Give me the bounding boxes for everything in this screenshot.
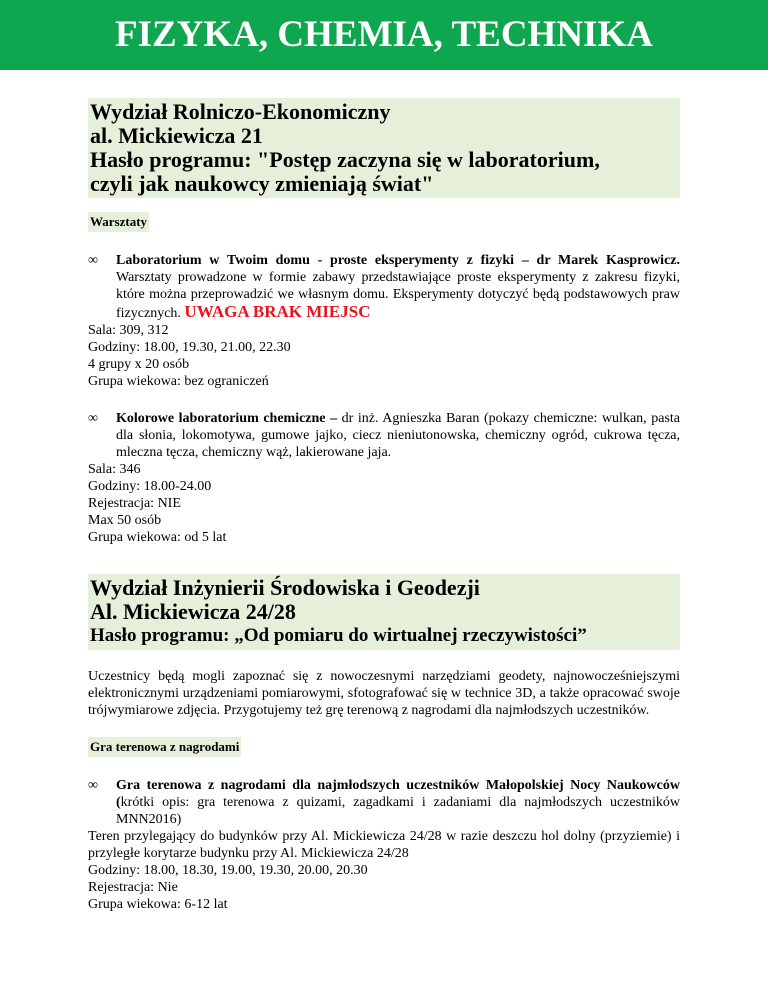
- page-banner: [0, 0, 768, 70]
- detail-line: Godziny: 18.00-24.00: [88, 479, 212, 494]
- section-heading-inzynierii: [88, 574, 680, 650]
- item-title: Gra terenowa z nagrodami dla najmłodszych uczestników Małopolskiej Nocy Naukowców (: [116, 778, 680, 810]
- detail-line: Sala: 309, 312: [88, 323, 169, 338]
- detail-line: Sala: 346: [88, 462, 141, 477]
- detail-line: Godziny: 18.00, 19.30, 21.00, 22.30: [88, 340, 291, 355]
- heading-line: czyli jak naukowcy zmieniają świat": [90, 171, 434, 196]
- infinity-bullet-icon: ∞: [88, 778, 98, 793]
- item-description: krótki opis: gra terenowa z quizami, zagadkami i zadaniami dla najmłodszych uczestników MNN2016): [116, 795, 680, 827]
- section-heading-rolniczo: [88, 98, 680, 198]
- heading-line: al. Mickiewicza 21: [90, 123, 263, 148]
- detail-line: Grupa wiekowa: od 5 lat: [88, 530, 227, 545]
- document-body: [0, 98, 768, 913]
- banner-title: FIZYKA, CHEMIA, TECHNIKA: [115, 14, 653, 55]
- infinity-bullet-icon: ∞: [88, 253, 98, 268]
- detail-line: Teren przylegający do budynków przy Al. Mickiewicza 24/28 w razie deszczu hol dolny (przyziemie) i przyległe korytarze budynku przy Al. Mickiewicza 24/28: [88, 829, 680, 861]
- item-description: dr inż. Agnieszka Baran (pokazy chemiczne: wulkan, pasta dla słonia, lokomotywa, gumowe jajko, ciecz nieniutonowska, chemiczny ogród, cukrowa tęcza, mleczna tęcza, chemiczny wąż, lakierowane jaja.: [116, 411, 680, 460]
- item-title: Laboratorium w Twoim domu - proste eksperymenty z fizyki – dr Marek Kasprowicz.: [116, 253, 680, 268]
- infinity-bullet-icon: ∞: [88, 411, 98, 426]
- subheading-gra-terenowa: Gra terenowa z nagrodami: [88, 737, 241, 757]
- heading-line: Wydział Rolniczo-Ekonomiczny: [90, 99, 391, 124]
- heading-line: Hasło programu: "Postęp zaczyna się w laboratorium,: [90, 147, 600, 172]
- section-intro: Uczestnicy będą mogli zapoznać się z nowoczesnymi narzędziami geodety, najnowocześniejszymi elektronicznymi urządzeniami pomiarowymi, sfotografować się w technice 3D, a także opracować swoje trójwymiarowe zdjęcia. Przygotujemy też grę terenową z nagrodami dla najmłodszych uczestników.: [88, 669, 680, 718]
- item-description: Warsztaty prowadzone w formie zabawy przedstawiające proste eksperymenty z zakresu fizyki, które można przeprowadzić we własnym domu. Eksperymenty dotyczyć będą podstawowych praw fizycznych.: [116, 270, 680, 321]
- detail-line: Godziny: 18.00, 18.30, 19.00, 19.30, 20.00, 20.30: [88, 863, 368, 878]
- item-details: [88, 461, 680, 546]
- heading-line: Al. Mickiewicza 24/28: [90, 599, 296, 624]
- subheading-warsztaty: Warsztaty: [88, 212, 149, 232]
- detail-line: 4 grupy x 20 osób: [88, 357, 190, 372]
- list-item: [88, 410, 680, 461]
- item-details: [88, 322, 680, 390]
- heading-line: Wydział Inżynierii Środowiska i Geodezji: [90, 575, 480, 600]
- list-item: [88, 777, 680, 828]
- detail-line: Grupa wiekowa: 6-12 lat: [88, 897, 228, 912]
- detail-line: Grupa wiekowa: bez ograniczeń: [88, 374, 269, 389]
- detail-line: Rejestracja: NIE: [88, 496, 181, 511]
- item-title: Kolorowe laboratorium chemiczne –: [116, 411, 338, 426]
- heading-line: Hasło programu: „Od pomiaru do wirtualnej rzeczywistości”: [90, 625, 587, 646]
- warning-text: UWAGA BRAK MIEJSC: [184, 302, 371, 321]
- list-item: [88, 252, 680, 322]
- item-details: [88, 828, 680, 913]
- detail-line: Max 50 osób: [88, 513, 162, 528]
- detail-line: Rejestracja: Nie: [88, 880, 178, 895]
